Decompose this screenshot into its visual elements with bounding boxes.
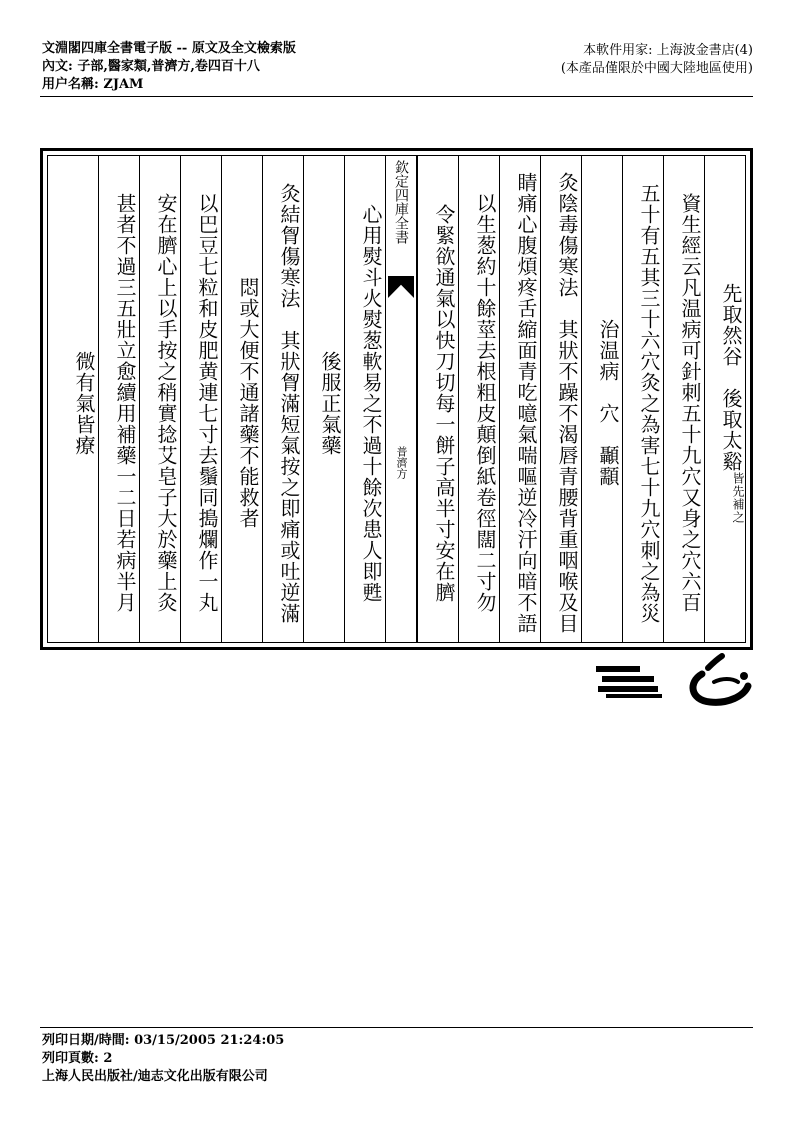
publisher: 上海人民出版社/迪志文化出版有限公司 [42,1069,268,1084]
text-column-4 [581,156,622,642]
seal-logo-icon [682,652,756,710]
text-grid [47,155,746,643]
print-pages: 列印頁數: 2 [42,1051,113,1066]
text-column-13 [180,156,221,642]
app-title: 文淵閣四庫全書電子版 -- 原文及全文檢索版 [42,41,296,56]
print-datetime: 列印日期/時間: 03/15/2005 21:24:05 [42,1033,285,1048]
column-text: 悶或大便不通諸藥不能救者 [236,277,260,529]
header-divider [40,96,753,97]
column-text: 以巴豆七粒和皮肥黄連七寸去鬚同搗爛作一丸 [195,193,219,613]
text-column-14 [139,156,180,642]
column-text: 後服正氣藥 [318,350,342,456]
center-title: 欽定四庫全書 [393,160,409,244]
column-text: 治温病 穴 顳顬 [596,319,620,487]
text-column-10 [303,156,344,642]
fishtail-mark [388,276,414,298]
text-column-12 [221,156,262,642]
text-column-2 [663,156,704,642]
footer-divider [40,1027,753,1028]
text-column-1 [704,156,745,642]
publisher-logo-icon [596,664,666,700]
center-column [385,156,417,642]
column-text: 甚者不過三五壯立愈續用補藥一二日若病半月 [113,193,137,613]
text-column-9 [344,156,385,642]
content-path: 內文: 子部,醫家類,普濟方,卷四百十八 [42,59,260,74]
header-right [561,42,753,78]
text-column-11 [262,156,303,642]
licensee: 本軟件用家: 上海波金書店(4) [583,43,753,58]
text-column-16 [52,156,98,642]
column-text: 先取然谷 後取太谿 [719,282,743,472]
column-text: 安在臍心上以手按之稍實捻艾皂子大於藥上灸 [154,193,178,613]
page-frame [40,148,753,650]
column-text: 以生葱約十餘莖去根粗皮顛倒紙卷徑闊二寸勿 [473,193,497,613]
text-column-6 [499,156,540,642]
column-note: 皆先補之 [731,471,745,524]
column-text: 心用熨斗火熨葱軟易之不過十餘次患人即甦 [359,203,383,603]
text-column-5 [540,156,581,642]
user-name: 用户名稱: ZJAM [42,77,144,92]
column-text: 微有氣皆療 [72,350,96,456]
text-column-15 [98,156,139,642]
column-text: 資生經云凡温病可針刺五十九穴又身之穴六百 [678,193,702,613]
column-text: 令緊欲通氣以快刀切每一餅子高半寸安在臍 [432,203,456,603]
column-text: 灸陰毒傷寒法 其狀不躁不渴唇青腰背重咽喉及目 [555,172,579,634]
text-column-3 [622,156,663,642]
region-restriction: (本產品僅限於中國大陸地區使用) [560,61,753,76]
column-text: 五十有五其三十六穴灸之為害七十九穴刺之為災 [637,182,661,624]
column-text: 睛痛心腹煩疼舌縮面青吃噫氣喘嘔逆冷汗向暗不語 [514,172,538,634]
header-left [42,40,296,94]
center-book-name: 普濟方 [395,446,408,479]
text-column-8 [417,156,458,642]
text-column-7 [458,156,499,642]
column-text: 灸結胷傷寒法 其狀胷滿短氣按之即痛或吐逆滿 [277,182,301,624]
